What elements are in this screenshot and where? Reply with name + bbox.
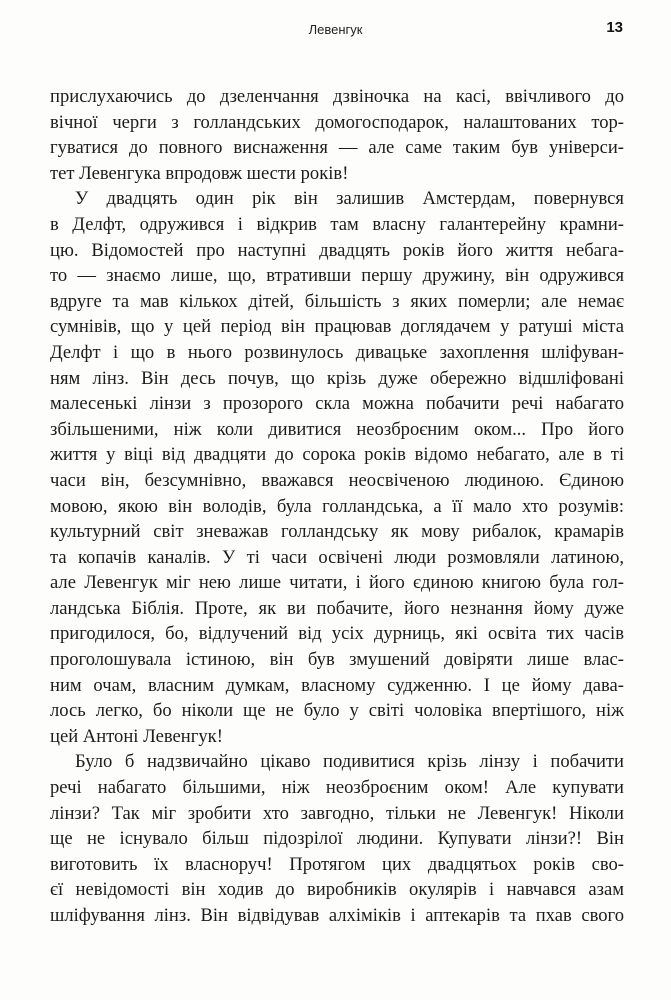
running-header-title: Левенгук [308,22,363,37]
text-line: речі набагато більшими, ніж неозброєним оком! Але купувати [50,777,624,799]
text-line: тет Левенгука впродовж шести років! [50,162,349,184]
text-line: пригодилося, бо, відлучений від усіх дурниць, які освіта тих часів [50,623,624,645]
text-line: Було б надзвичайно цікаво подивитися крізь лінзу і побачити [75,751,624,773]
text-line: цей Антоні Левенгук! [50,725,223,747]
text-line: мовою, якою він володів, була голландська, а її мало хто розумів: [50,495,624,517]
text-line: культурний світ зневажав голландську як мову рибалок, крамарів [50,521,624,543]
text-line: лось легко, бо ніколи ще не було у світі чоловіка впертішого, ніж [50,700,624,722]
text-line: життя у віці від двадцяти до сорока років відомо небагато, але в ті [50,444,624,466]
text-line: малесенькі лінзи з прозорого скла можна побачити речі набагато [50,393,624,415]
text-line: У двадцять один рік він залишив Амстердам, повернувся [75,188,624,210]
text-line: проголошувала істиною, він був змушений довіряти лише влас- [50,649,624,671]
text-line: лінзи? Так міг зробити хто завгодно, тільки не Левенгук! Ніколи [50,802,624,824]
text-line: вдруге та мав кількох дітей, більшість з яких померли; але немає [50,290,624,312]
text-line: прислухаючись до дзеленчання дзвіночка на касі, ввічливого до [50,86,624,107]
text-line: гуватися до повного виснаження — але саме таким був універси- [50,137,624,159]
page-body-text [50,84,624,929]
text-line: в Делфт, одружився і відкрив там власну галантерейну крамни- [50,213,624,235]
text-line: вічної черги з голландських домогосподарок, налаштованих тор- [50,111,624,133]
page-number: 13 [606,19,623,36]
text-line: ще не існувало більш підозрілої людини. Купувати лінзи?! Він [50,828,624,850]
text-line: цю. Відомостей про наступні двадцять років його життя небага- [50,239,624,261]
text-line: часи він, безсумнівно, вважався неосвіченою людиною. Єдиною [50,469,624,491]
text-line: виготовить їх власноруч! Протягом цих двадцятьох років сво- [50,853,624,875]
text-line: та копачів каналів. У ті часи освічені люди розмовляли латиною, [50,546,624,568]
text-line: єї невідомості він ходив до виробників окулярів і навчався азам [50,879,624,901]
text-line: збільшеними, ніж коли дивитися неозброєним оком... Про його [50,418,624,440]
text-line: Делфт і що в нього розвинулось дивацьке захоплення шліфуван- [50,341,624,363]
text-line: ним очам, власним думкам, власному судженню. І це йому дава- [50,674,624,696]
text-line: ландська Біблія. Проте, як ви побачите, його незнання йому дуже [50,597,624,619]
text-line: шліфування лінз. Він відвідував алхіміків і аптекарів та пхав свого [50,905,624,926]
text-line: то — знаємо лише, що, втративши першу дружину, він одружився [50,265,624,287]
text-line: але Левенгук міг нею лише читати, і його єдиною книгою була гол- [50,572,624,594]
text-line: ням лінз. Він десь почув, що крізь дуже обережно відшліфовані [50,367,624,389]
text-line: сумнівів, що у цей період він працював доглядачем у ратуші міста [50,316,624,338]
